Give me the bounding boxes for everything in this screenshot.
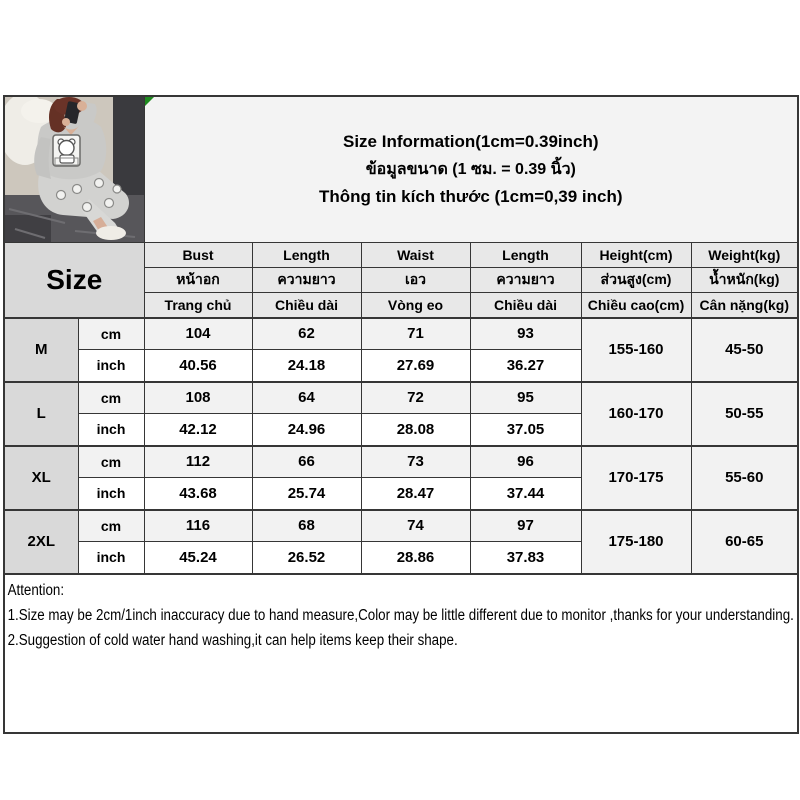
- title-en: Size Information(1cm=0.39inch): [343, 132, 599, 151]
- value-cell: 24.18: [252, 350, 361, 382]
- value-cell: 68: [252, 510, 361, 542]
- value-cell: 37.44: [470, 478, 581, 510]
- size-table: [3, 95, 799, 734]
- header-height-vi: Chiều cao(cm): [581, 293, 691, 318]
- cell-comment-marker-icon: [145, 97, 154, 106]
- value-cell: 108: [144, 382, 252, 414]
- header-waist-vi: Vòng eo: [361, 293, 470, 318]
- header-bust-th: หน้าอก: [144, 268, 252, 293]
- header-length2-vi: Chiều dài: [470, 293, 581, 318]
- header-length-vi: Chiều dài: [252, 293, 361, 318]
- size-row-label-xl: XL: [4, 446, 78, 510]
- unit-cell: cm: [78, 510, 144, 542]
- header-bust-en: Bust: [144, 243, 252, 268]
- weight-range-cell: 55-60: [691, 446, 798, 510]
- height-range-cell: 170-175: [581, 446, 691, 510]
- header-length-th: ความยาว: [252, 268, 361, 293]
- product-photo-cell: [4, 96, 144, 243]
- header-length2-en: Length: [470, 243, 581, 268]
- value-cell: 28.08: [361, 414, 470, 446]
- value-cell: 24.96: [252, 414, 361, 446]
- attention-line-1: 1.Size may be 2cm/1inch inaccuracy due to hand measure,Color may be little different due to monitor ,thanks for your understanding.: [7, 606, 794, 624]
- unit-cell: cm: [78, 318, 144, 350]
- title-th: ข้อมูลขนาด (1 ซม. = 0.39 นิ้ว): [365, 161, 576, 178]
- attention-line-2: 2.Suggestion of cold water hand washing,it can help items keep their shape.: [7, 631, 458, 649]
- title-cell: [144, 96, 798, 243]
- value-cell: 74: [361, 510, 470, 542]
- attention-heading: Attention:: [7, 581, 65, 599]
- value-cell: 116: [144, 510, 252, 542]
- header-height-en: Height(cm): [581, 243, 691, 268]
- value-cell: 72: [361, 382, 470, 414]
- weight-range-cell: 60-65: [691, 510, 798, 574]
- unit-cell: cm: [78, 382, 144, 414]
- value-cell: 26.52: [252, 542, 361, 574]
- header-weight-th: น้ำหนัก(kg): [691, 268, 798, 293]
- header-waist-th: เอว: [361, 268, 470, 293]
- weight-range-cell: 45-50: [691, 318, 798, 382]
- value-cell: 37.83: [470, 542, 581, 574]
- value-cell: 64: [252, 382, 361, 414]
- value-cell: 28.86: [361, 542, 470, 574]
- value-cell: 95: [470, 382, 581, 414]
- header-weight-en: Weight(kg): [691, 243, 798, 268]
- unit-cell: inch: [78, 350, 144, 382]
- header-weight-vi: Cân nặng(kg): [691, 293, 798, 318]
- value-cell: 36.27: [470, 350, 581, 382]
- header-height-th: ส่วนสูง(cm): [581, 268, 691, 293]
- height-range-cell: 160-170: [581, 382, 691, 446]
- header-length-en: Length: [252, 243, 361, 268]
- value-cell: 93: [470, 318, 581, 350]
- value-cell: 37.05: [470, 414, 581, 446]
- unit-cell: inch: [78, 478, 144, 510]
- size-header-cell: Size: [4, 243, 144, 318]
- unit-cell: inch: [78, 414, 144, 446]
- value-cell: 25.74: [252, 478, 361, 510]
- value-cell: 97: [470, 510, 581, 542]
- value-cell: 45.24: [144, 542, 252, 574]
- value-cell: 42.12: [144, 414, 252, 446]
- height-range-cell: 175-180: [581, 510, 691, 574]
- title-vi: Thông tin kích thước (1cm=0,39 inch): [319, 187, 623, 206]
- value-cell: 112: [144, 446, 252, 478]
- header-waist-en: Waist: [361, 243, 470, 268]
- value-cell: 27.69: [361, 350, 470, 382]
- value-cell: 28.47: [361, 478, 470, 510]
- header-length2-th: ความยาว: [470, 268, 581, 293]
- unit-cell: inch: [78, 542, 144, 574]
- height-range-cell: 155-160: [581, 318, 691, 382]
- value-cell: 66: [252, 446, 361, 478]
- value-cell: 73: [361, 446, 470, 478]
- size-row-label-m: M: [4, 318, 78, 382]
- product-photo: [5, 97, 144, 242]
- value-cell: 104: [144, 318, 252, 350]
- value-cell: 43.68: [144, 478, 252, 510]
- attention-text: [5, 575, 798, 653]
- value-cell: 62: [252, 318, 361, 350]
- value-cell: 96: [470, 446, 581, 478]
- weight-range-cell: 50-55: [691, 382, 798, 446]
- attention-cell: [4, 574, 798, 733]
- header-bust-vi: Trang chủ: [144, 293, 252, 318]
- size-row-label-l: L: [4, 382, 78, 446]
- unit-cell: cm: [78, 446, 144, 478]
- size-row-label-2xl: 2XL: [4, 510, 78, 574]
- value-cell: 40.56: [144, 350, 252, 382]
- value-cell: 71: [361, 318, 470, 350]
